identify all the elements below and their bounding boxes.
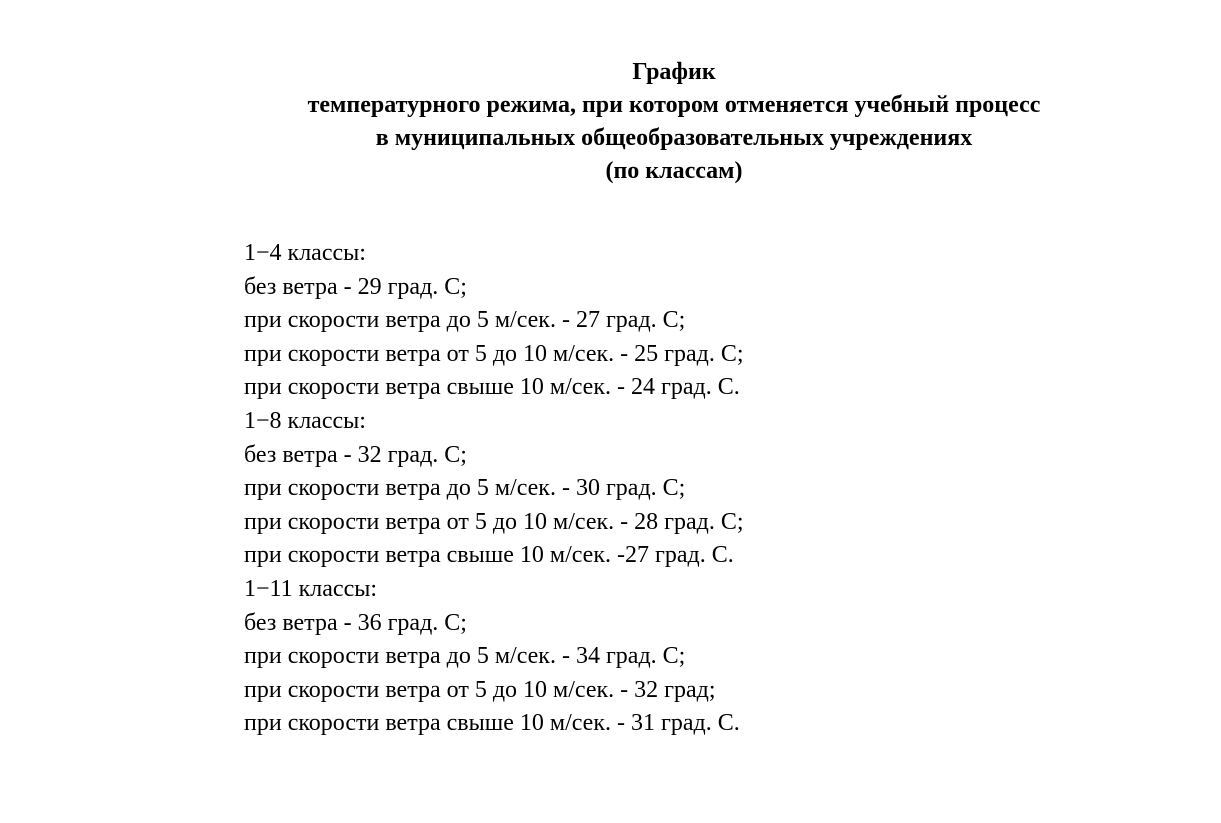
list-item: при скорости ветра от 5 до 10 м/сек. - 25 град. С; [244, 340, 744, 367]
class-group-1-11 [244, 573, 1104, 741]
list-item: при скорости ветра до 5 м/сек. - 30 град. С; [244, 475, 686, 502]
list-item: при скорости ветра свыше 10 м/сек. -27 град. С. [244, 542, 734, 569]
list-item: при скорости ветра свыше 10 м/сек. - 24 град. С. [244, 374, 740, 401]
list-item: при скорости ветра до 5 м/сек. - 27 град. С; [244, 307, 686, 334]
list-item: без ветра - 32 град. С; [244, 441, 467, 468]
group-heading: 1−8 классы: [244, 407, 366, 434]
title-line: (по классам) [605, 158, 743, 184]
group-heading: 1−11 классы: [244, 575, 378, 602]
list-item: без ветра - 36 град. С; [244, 609, 467, 636]
title-line: в муниципальных общеобразовательных учреждениях [375, 125, 973, 151]
document-title [0, 56, 1221, 188]
title-line: График [632, 59, 716, 85]
list-item: при скорости ветра от 5 до 10 м/сек. - 28 град. С; [244, 508, 744, 535]
class-group-1-8 [244, 405, 1104, 573]
list-item: при скорости ветра от 5 до 10 м/сек. - 32 град; [244, 676, 716, 703]
group-heading: 1−4 классы: [244, 240, 366, 266]
document-body [244, 237, 1104, 741]
title-line: температурного режима, при котором отменяется учебный процесс [307, 92, 1041, 118]
list-item: при скорости ветра свыше 10 м/сек. - 31 град. С. [244, 710, 740, 737]
list-item: без ветра - 29 град. С; [244, 273, 467, 300]
list-item: при скорости ветра до 5 м/сек. - 34 град. С; [244, 643, 686, 670]
class-group-1-4 [244, 237, 1104, 405]
